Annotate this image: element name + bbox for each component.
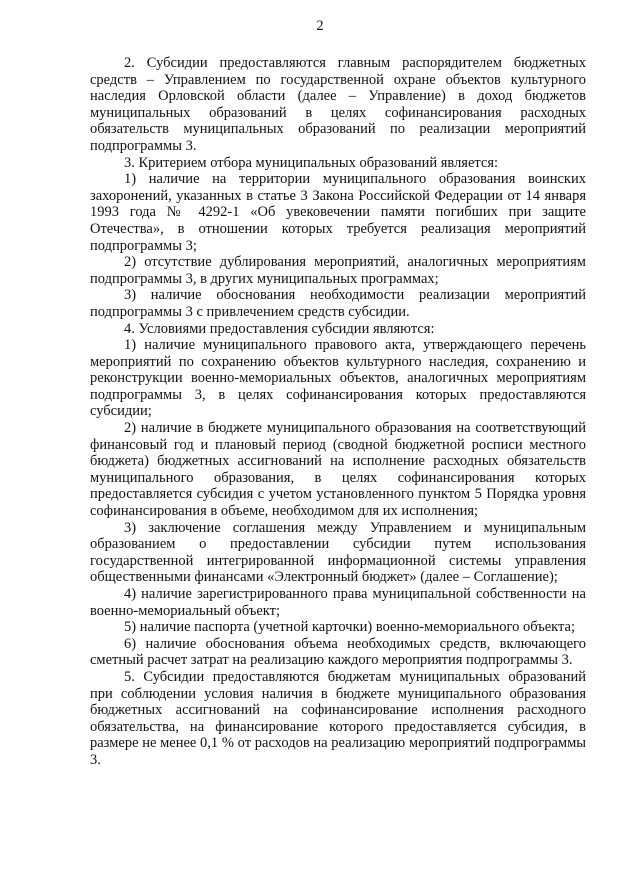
condition-item-4: 4) наличие зарегистрированного права муниципальной собственности на военно-мемориальный объект;: [90, 586, 586, 619]
criterion-item-3: 3) наличие обоснования необходимости реализации мероприятий подпрограммы 3 с привлечением средств субсидии.: [90, 287, 586, 320]
paragraph-3-selection-criterion: 3. Критерием отбора муниципальных образований является:: [124, 154, 499, 171]
condition-item-1: 1) наличие муниципального правового акта, утверждающего перечень мероприятий по сохранению объектов культурного наследия, сохранению и реконструкции военно-мемориальных объектов, аналогичных мероприятиям подпрограммы 3, в целях софинансирования которых предоставляются субсидии;: [90, 337, 586, 420]
criterion-item-1: 1) наличие на территории муниципального образования воинских захоронений, указанных в статье 3 Закона Российской Федерации от 14 января 1993 года № 4292-1 «Об увековечении памяти погибших при защите Отечества», в отношении которых требуется реализация мероприятий подпрограммы 3;: [90, 171, 586, 254]
condition-item-2: 2) наличие в бюджете муниципального образования на соответствующий финансовый год и плановый период (сводной бюджетной росписи местного бюджета) бюджетных ассигнований на исполнение расходных обязательств муниципального образования, в целях софинансирования которых предоставляется субсидия с учетом установленного пунктом 5 Порядка уровня софинансирования в объеме, необходимом для их исполнения;: [90, 420, 586, 520]
condition-item-3: 3) заключение соглашения между Управлением и муниципальным образованием о предоставлении субсидии путем использования государственной интегрированной информационной системы управления общественными финансами «Электронный бюджет» (далее – Соглашение);: [90, 519, 586, 586]
condition-item-6: 6) наличие обоснования объема необходимых средств, включающего сметный расчет затрат на реализацию каждого мероприятия подпрограммы 3.: [90, 635, 586, 669]
page-number: 2: [316, 18, 324, 34]
paragraph-5-cofinancing: 5. Субсидии предоставляются бюджетам муниципальных образований при соблюдении условия наличия в бюджете муниципального образования бюджетных ассигнований на софинансирование исполнения расходного обязательства, на финансирование которого предоставляется субсидия, в размере не менее 0,1 % от расходов на реализацию мероприятий подпрограммы 3.: [90, 668, 586, 768]
criterion-item-2: 2) отсутствие дублирования мероприятий, аналогичных мероприятиям подпрограммы 3, в других муниципальных программах;: [90, 254, 586, 287]
document-body: [90, 55, 586, 769]
paragraph-4-conditions: 4. Условиями предоставления субсидии являются:: [124, 320, 435, 337]
paragraph-2-subsidies-provider: 2. Субсидии предоставляются главным распорядителем бюджетных средств – Управлением по государственной охране объектов культурного наследия Орловской области (далее – Управление) в доход бюджетов муниципальных образований в целях софинансирования расходных обязательств муниципальных образований по реализации мероприятий подпрограммы 3.: [90, 55, 586, 154]
condition-item-5: 5) наличие паспорта (учетной карточки) военно-мемориального объекта;: [124, 619, 576, 636]
